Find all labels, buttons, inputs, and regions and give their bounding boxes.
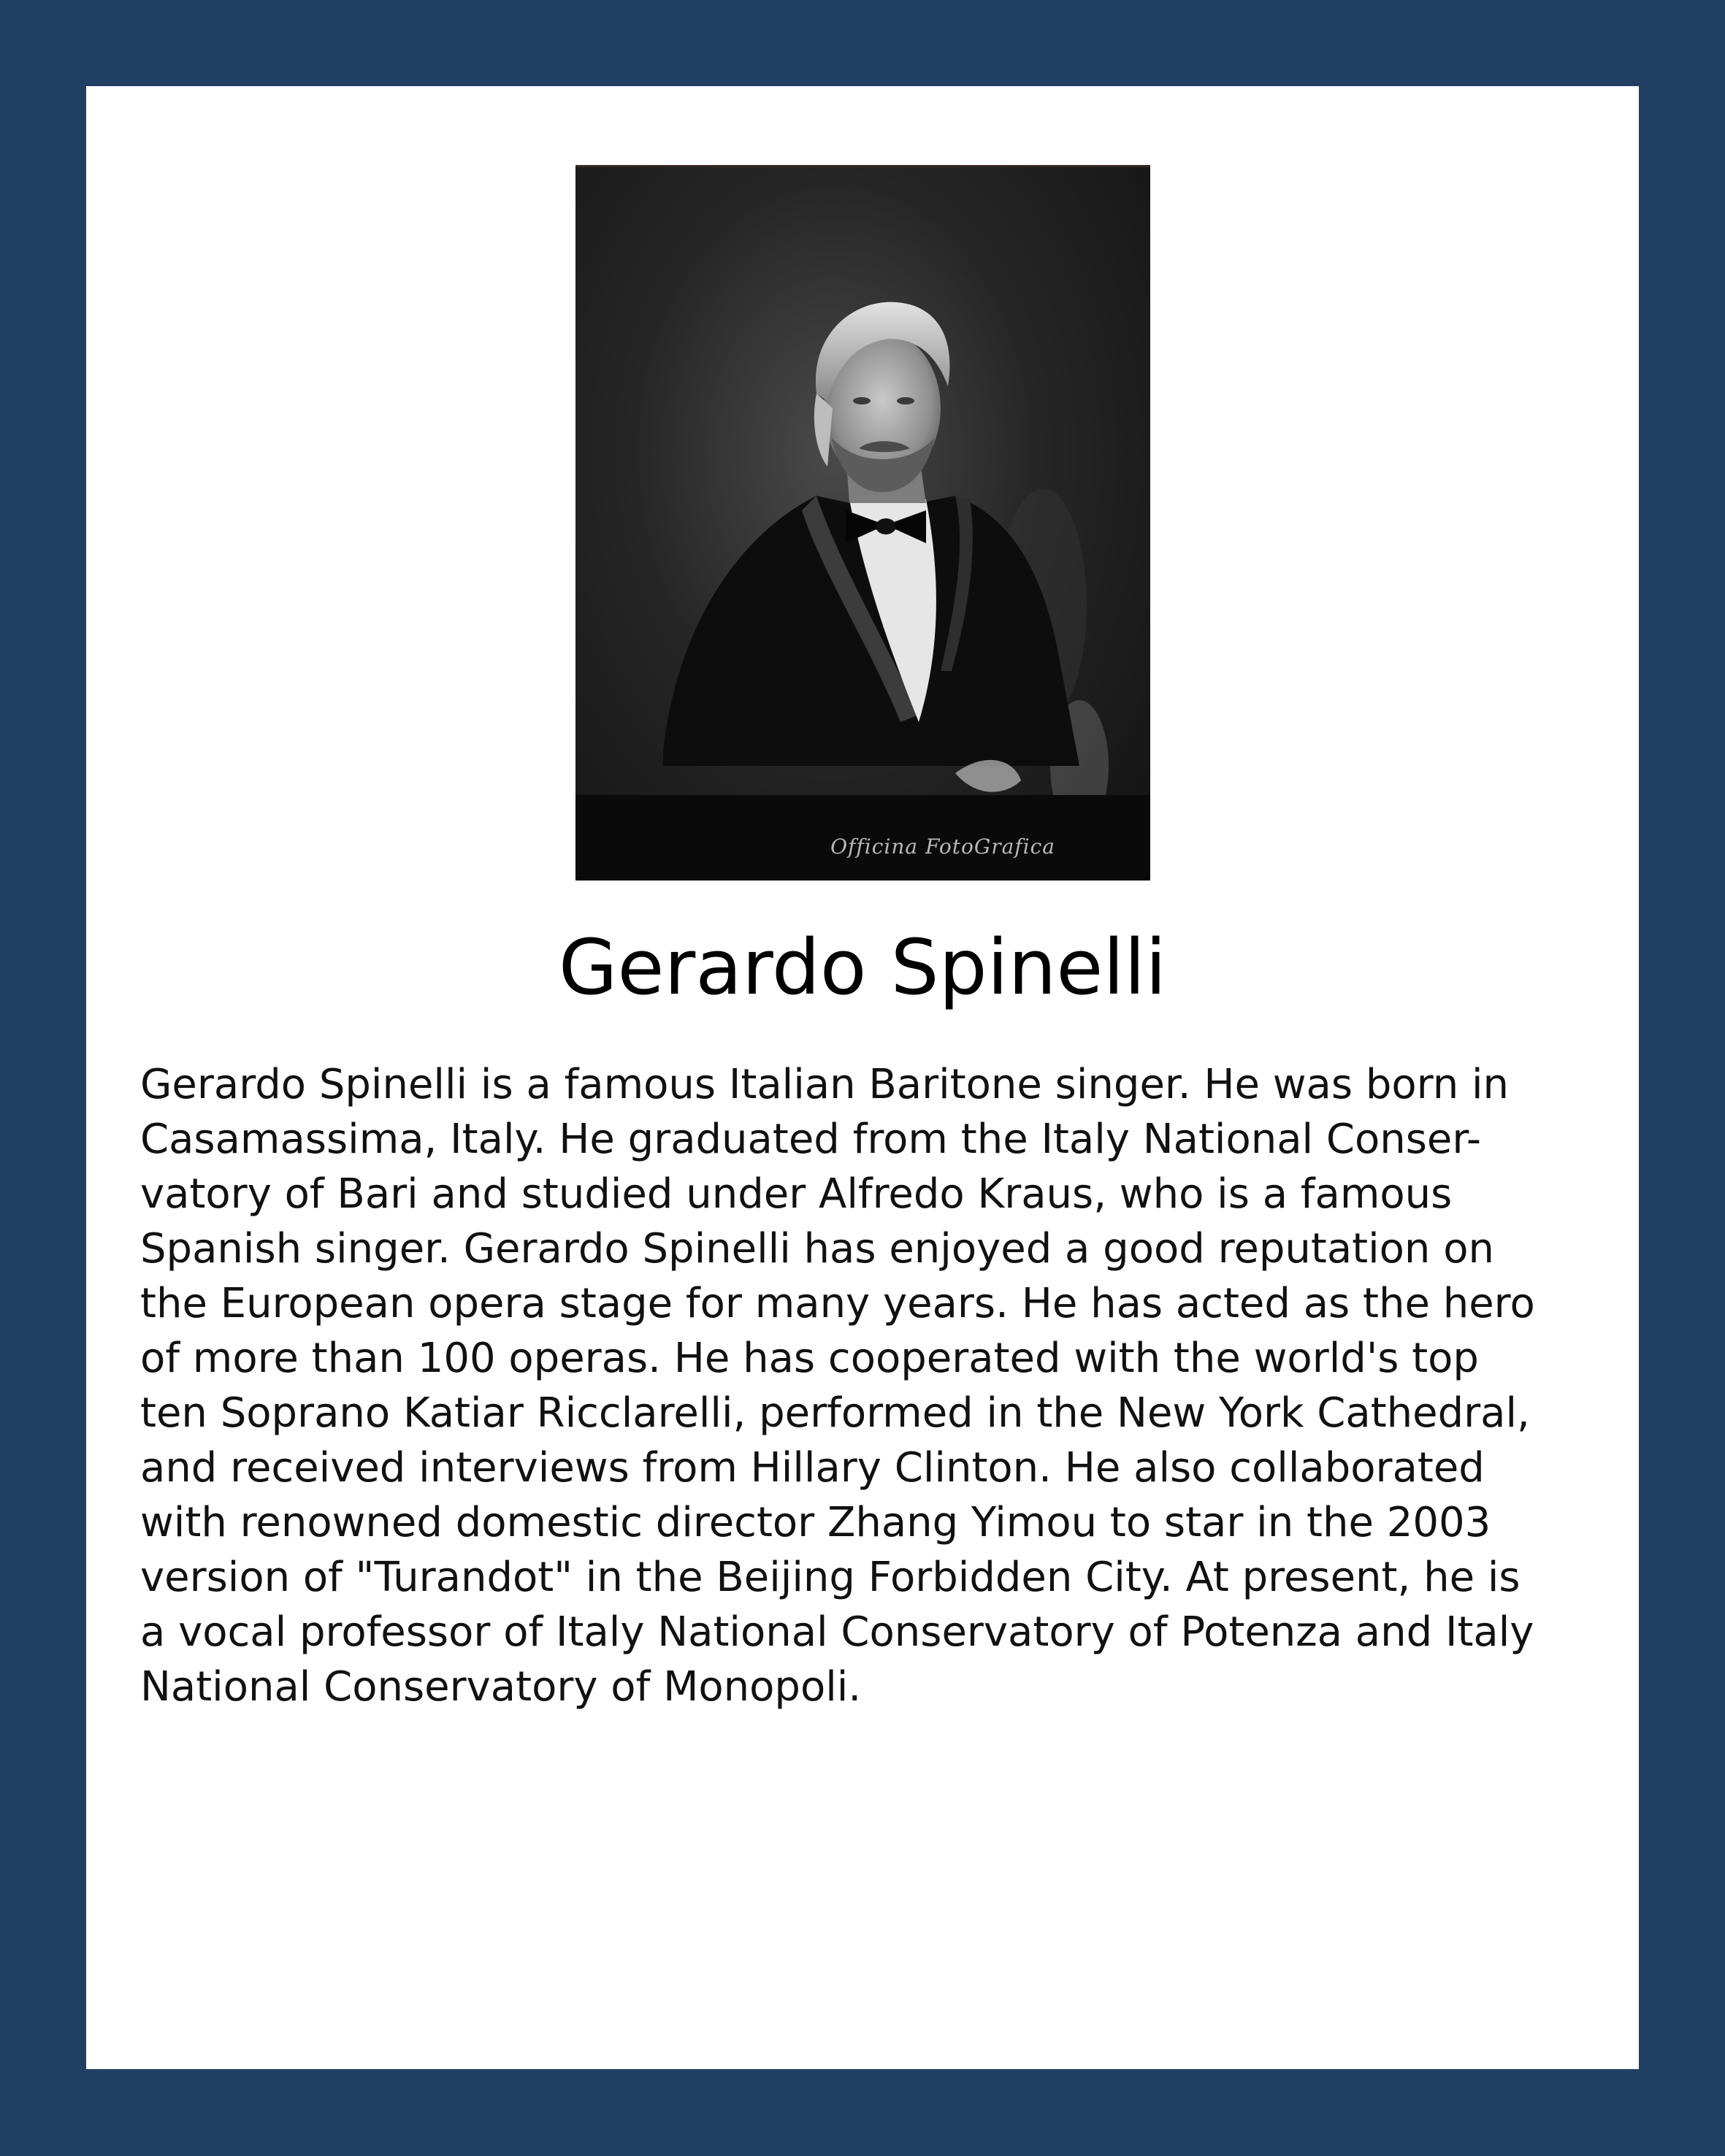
photo-watermark: Officina FotoGrafica (830, 835, 1055, 859)
bio-line: vatory of Bari and studied under Alfredo Kraus, who is a famous (140, 1170, 1453, 1218)
portrait-photo (575, 165, 1150, 881)
bio-line: Spanish singer. Gerardo Spinelli has enjoyed a good reputation on (140, 1225, 1494, 1273)
bio-line: version of "Turandot" in the Beijing Forbidden City. At present, he is (140, 1554, 1521, 1601)
biography-text (140, 1057, 1601, 1714)
bio-line: and received interviews from Hillary Clinton. He also collaborated (140, 1444, 1485, 1492)
person-name: Gerardo Spinelli (558, 923, 1167, 1012)
portrait-illustration (575, 167, 1150, 881)
bio-line: ten Soprano Katiar Ricclarelli, performed in the New York Cathedral, (140, 1389, 1530, 1437)
bio-line: with renowned domestic director Zhang Yimou to star in the 2003 (140, 1499, 1491, 1546)
bio-line: Casamassima, Italy. He graduated from the Italy National Conser- (140, 1116, 1482, 1163)
profile-card (86, 86, 1639, 2069)
bio-line: Gerardo Spinelli is a famous Italian Baritone singer. He was born in (140, 1061, 1510, 1108)
bio-line: of more than 100 operas. He has cooperated with the world's top (140, 1335, 1479, 1382)
bio-line: a vocal professor of Italy National Conservatory of Potenza and Italy (140, 1608, 1534, 1656)
bio-line: the European opera stage for many years. He has acted as the hero (140, 1280, 1535, 1327)
bio-line: National Conservatory of Monopoli. (140, 1663, 862, 1711)
